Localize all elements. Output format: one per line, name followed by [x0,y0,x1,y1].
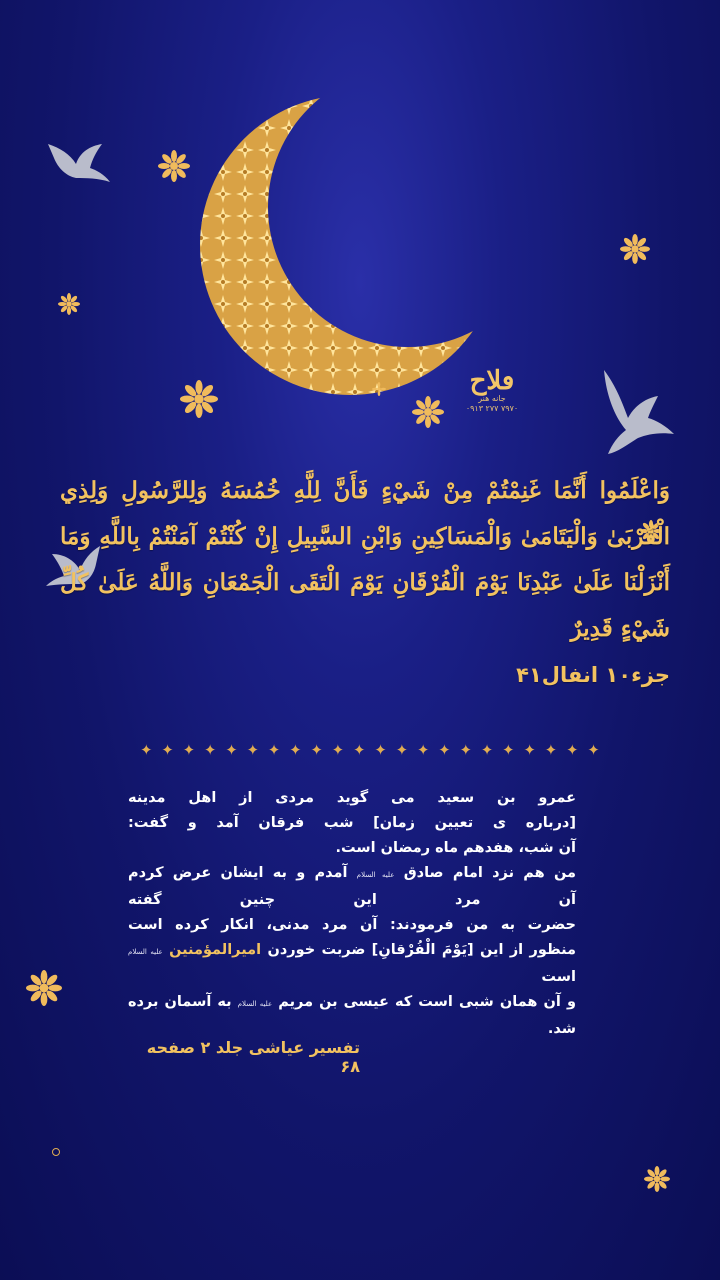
flower-ornament-icon [180,380,218,418]
narration-line: آن شب، هفدهم ماه رمضان است. [335,840,576,856]
source-citation: تفسیر عیاشی جلد ۲ صفحه ۶۸ [146,1038,360,1076]
flower-ornament-icon [412,396,444,428]
narration-line: حضرت به من فرمودند: آن مرد مدنی، انکار کرده است [128,917,576,933]
flower-ornament-icon [372,382,386,396]
flower-ornament-icon [620,234,650,264]
logo-phone: ۰۹۱۳ ۲۷۷ ۷۹۷۰ [465,404,519,413]
logo-mark: ڡلاح [469,366,515,396]
dove-icon [598,368,678,456]
flower-ornament-icon [644,1166,670,1192]
narration-line: منظور از این [یَوْمَ الْفُرْقانِ] ضربت خوردن امیرالمؤمنین علیه السلام است [128,942,576,985]
dove-icon [46,138,112,184]
narration-line: و آن همان شبی است که عیسی بن مریم علیه السلام به آسمان برده شد. [128,994,576,1037]
narration-line: آن مرد این چنین گفته [128,892,576,908]
narration-line: [درباره ی تعیین زمان] شب فرقان آمد و گفت: [128,815,576,831]
brand-logo [452,368,532,424]
narration-line: عمرو بن سعید می گوید مردی از اهل مدینه [128,790,576,806]
decorative-dot [52,1148,60,1156]
quran-verse [60,468,670,698]
logo-subtitle: جانه هنر [478,394,506,403]
ornamental-divider: ✦ ✦ ✦ ✦ ✦ ✦ ✦ ✦ ✦ ✦ ✦ ✦ ✦ ✦ ✦ ✦ ✦ ✦ ✦ ✦ ✦ ✦ [140,741,600,759]
narration-text [128,786,576,1042]
verse-reference: جزء۱۰ انفال۴۱ [516,663,670,687]
flower-ornament-icon [58,293,80,315]
flower-ornament-icon [158,150,190,182]
narration-line: من هم نزد امام صادق علیه السلام آمدم و به ایشان عرض کردم [128,865,576,881]
flower-ornament-icon [26,970,62,1006]
verse-text: وَاعْلَمُوا أَنَّمَا غَنِمْتُمْ مِنْ شَيْءٍ فَأَنَّ لِلَّهِ خُمُسَهُ وَلِلرَّسُولِ وَلِذِي الْقُرْبَىٰ وَالْيَتَامَىٰ وَالْمَسَاكِينِ وَابْنِ السَّبِيلِ إِنْ كُنْتُمْ آمَنْتُمْ بِاللَّهِ وَمَا أَنْزَلْنَا عَلَىٰ عَبْدِنَا يَوْمَ الْفُرْقَانِ يَوْمَ الْتَقَى الْجَمْعَانِ وَاللَّهُ عَلَىٰ كُلِّ شَيْءٍ قَدِيرٌ [60,477,670,642]
